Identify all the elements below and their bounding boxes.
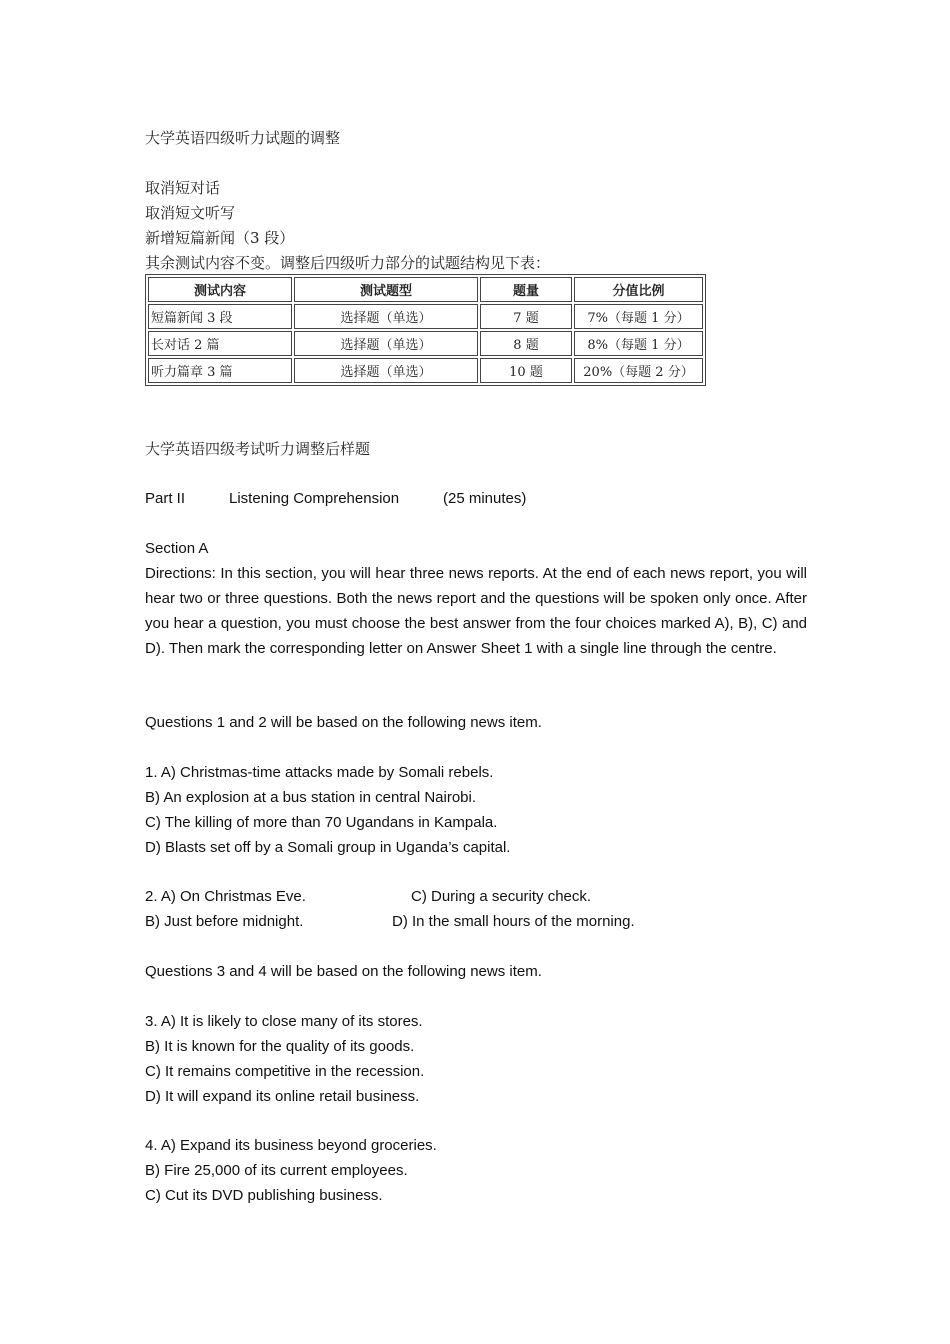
question-3-option-c: C) It remains competitive in the recession. [145,1063,425,1080]
intro-text: 其余测试内容不变。调整后四级听力部分的试题结构见下表： [145,254,551,272]
change-item: 新增短篇新闻（3 段） [145,229,295,247]
question-2-option-c: C) During a security check. [411,888,592,905]
question-2-option-a: 2. A) On Christmas Eve. [145,888,306,905]
question-4-option-b: B) Fire 25,000 of its current employees. [145,1162,408,1179]
part-name: Listening Comprehension [229,490,400,507]
table-header: 测试内容 [148,277,292,302]
question-3-option-b: B) It is known for the quality of its goods. [145,1038,415,1055]
table-cell: 长对话 2 篇 [148,331,292,356]
change-item: 取消短对话 [145,179,221,197]
question-2-option-d: D) In the small hours of the morning. [392,913,635,930]
part-time: (25 minutes) [443,490,527,507]
table-header: 题量 [480,277,572,302]
table-cell: 选择题（单选） [294,358,478,383]
table-cell: 10 题 [480,358,572,383]
table-header: 测试题型 [294,277,478,302]
question-2-option-b: B) Just before midnight. [145,913,304,930]
change-item: 取消短文听写 [145,204,236,222]
question-4-option-c: C) Cut its DVD publishing business. [145,1187,383,1204]
directions-text: Directions: In this section, you will hear three news reports. At the end of each news report, you will hear two or three questions. Both the news report and the questions will be spoken only once. After you hear a question, you must choose the best answer from the four choices marked A), B), C) and D). Then mark the corresponding letter on Answer Sheet 1 with a single line through the centre. [145,565,807,657]
section-label: Section A [145,540,209,557]
question-3-option-d: D) It will expand its online retail business. [145,1088,420,1105]
table-row [148,358,703,383]
table-cell: 20%（每题 2 分） [574,358,703,383]
question-1-option-a: 1. A) Christmas-time attacks made by Somali rebels. [145,764,494,781]
question-1-option-c: C) The killing of more than 70 Ugandans in Kampala. [145,814,498,831]
table-header-row [148,277,703,302]
question-1-option-d: D) Blasts set off by a Somali group in Uganda’s capital. [145,839,511,856]
table-cell: 听力篇章 3 篇 [148,358,292,383]
page-heading: 大学英语四级听力试题的调整 [145,129,341,147]
question-group-2: Questions 3 and 4 will be based on the following news item. [145,963,542,980]
table-cell: 8 题 [480,331,572,356]
question-group-1: Questions 1 and 2 will be based on the following news item. [145,714,542,731]
table-cell: 短篇新闻 3 段 [148,304,292,329]
question-4-option-a: 4. A) Expand its business beyond groceries. [145,1137,437,1154]
table-cell: 选择题（单选） [294,331,478,356]
part-label: Part II [145,490,186,507]
question-3-option-a: 3. A) It is likely to close many of its stores. [145,1013,423,1030]
table-cell: 7%（每题 1 分） [574,304,703,329]
table-cell: 选择题（单选） [294,304,478,329]
table-cell: 7 题 [480,304,572,329]
table-row [148,304,703,329]
table-header: 分值比例 [574,277,703,302]
structure-table [145,274,706,386]
table-row [148,331,703,356]
table-cell: 8%（每题 1 分） [574,331,703,356]
question-1-option-b: B) An explosion at a bus station in central Nairobi. [145,789,477,806]
sample-title: 大学英语四级考试听力调整后样题 [145,440,371,458]
